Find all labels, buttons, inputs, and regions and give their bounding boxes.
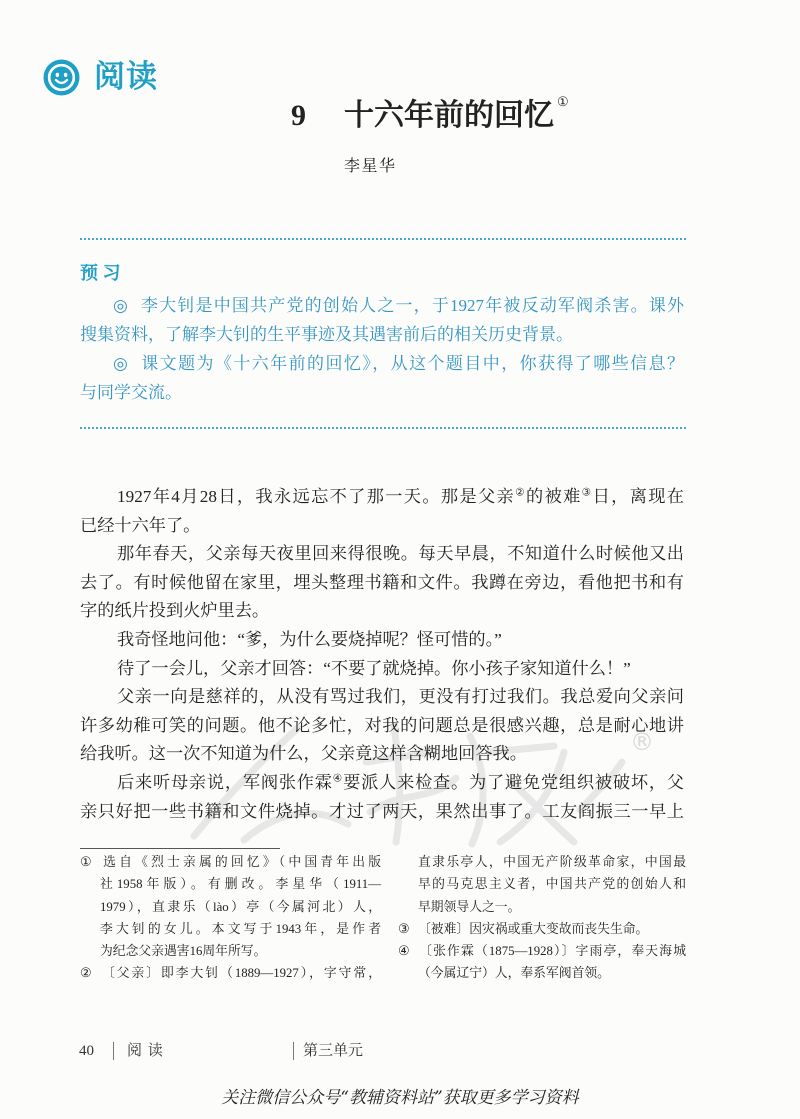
preview-section [80, 291, 684, 407]
text-line: 已经十六年了。 [80, 515, 201, 535]
paragraph [80, 683, 684, 769]
footer-section: 阅 读 [127, 1043, 164, 1059]
footnote-line: 早的马克思主义者，中国共产党的创始人和 [418, 877, 686, 892]
preview-line: 与同学交流。 [80, 383, 182, 402]
footnote-marker: ④ [398, 944, 410, 959]
footer-divider [113, 1042, 114, 1060]
preview-text: 李大钊是中国共产党的创始人之一，于1927年被反动军阀杀害。课外 [141, 296, 684, 315]
footnote-line [398, 918, 686, 940]
footnote-line: 社1958年版）。有删改。李星华（1911— [100, 877, 381, 892]
text-line: 字的纸片投到火炉里去。 [80, 601, 270, 621]
footnote-line [80, 851, 381, 873]
text-segment: 后来听母亲说，军阀张作霖 [117, 772, 333, 792]
text-line: 去了。有时候他留在家里，埋头整理书籍和文件。我蹲在旁边，看他把书和有 [80, 572, 684, 592]
article-body [80, 483, 684, 826]
footnote-line: 直隶乐亭人，中国无产阶级革命家，中国最 [418, 855, 686, 869]
author-name: 李星华 [344, 158, 397, 175]
promo-note: 关注微信公众号“教辅资料站”获取更多学习资料 [221, 1088, 579, 1108]
preview-line [80, 291, 684, 320]
footnote-rule [80, 848, 280, 849]
footnote-marker: ② [80, 966, 92, 981]
preview-heading: 预 习 [80, 263, 121, 283]
footnote-text: 〔张作霖（1875—1928）〕字雨亭，奉天海城 [418, 944, 686, 959]
footnote-ref: ③ [581, 487, 593, 499]
text-line [80, 769, 684, 798]
text-line [80, 483, 684, 512]
footnote-line [398, 940, 686, 962]
footnote-marker: ① [80, 855, 92, 869]
preview-text: 课文题为《十六年前的回忆》，从这个题目中，你获得了哪些信息？ [141, 354, 684, 373]
section-label: 阅读 [94, 59, 158, 95]
paragraph [80, 655, 684, 684]
text-line: 亲只好把一些书籍和文件烧掉。才过了两天，果然出事了。工友阎振三一早上 [80, 801, 684, 821]
footnote-line [80, 962, 381, 984]
footnote-line: 为纪念父亲遇害16周年所写。 [100, 944, 267, 959]
text-line: 那年春天，父亲每天夜里回来得很晚。每天早晨，不知道什么时候他又出 [117, 544, 684, 564]
text-segment: 要派人来检查。为了避免党组织被破坏，父 [343, 772, 684, 792]
footer-divider [293, 1042, 294, 1060]
footnote-line: （今属辽宁）人，奉系军阀首领。 [418, 966, 610, 981]
footnote-marker: ③ [398, 921, 410, 936]
text-segment: 1927年4月28日，我永远忘不了那一天。那是父亲 [117, 487, 516, 506]
section-divider [80, 238, 686, 240]
footnote-line: 李大钊的女儿。本文写于1943年，是作者 [100, 921, 381, 936]
footer-unit: 第三单元 [303, 1043, 364, 1059]
footnote-line: 1979），直隶乐（lào）亭（今属河北）人， [100, 899, 381, 914]
bullet-marker: ◎ [113, 296, 130, 315]
section-header [43, 57, 158, 97]
text-line: 给我听。这一次不知道为什么，父亲竟这样含糊地回答我。 [80, 744, 527, 764]
preview-line: 搜集资料，了解李大钊的生平事迹及其遇害前后的相关历史背景。 [80, 325, 573, 344]
footnote-line: 早期领导人之一。 [418, 899, 521, 914]
registered-mark: ® [630, 728, 654, 756]
footnote-text: 〔被难〕因灾祸或重大变故而丧失生命。 [418, 921, 649, 936]
paragraph [80, 769, 684, 826]
section-divider [80, 427, 686, 429]
text-line: 许多幼稚可笑的问题。他不论多忙，对我的问题总是很感兴趣，总是耐心地讲 [80, 715, 684, 735]
text-segment: 日，离现在 [592, 487, 684, 506]
preview-line [80, 349, 684, 378]
text-line: 待了一会儿，父亲才回答：“不要了就烧掉。你小孩子家知道什么！” [117, 658, 631, 678]
paragraph [80, 540, 684, 626]
footnote-text: 〔父亲〕即李大钊（1889—1927），字守常， [100, 966, 381, 981]
smiley-face-icon [43, 59, 80, 96]
lesson-title-text: 十六年前的回忆 [344, 99, 554, 132]
page-number: 40 [79, 1043, 94, 1059]
footnotes-right-column [398, 851, 686, 985]
text-line: 我奇怪地问他：“爹，为什么要烧掉呢？怪可惜的。” [117, 629, 502, 649]
lesson-number: 9 [291, 99, 306, 132]
smiley-face-icon-graphic [43, 59, 80, 96]
lesson-title [344, 94, 569, 134]
bullet-marker: ◎ [113, 354, 130, 373]
text-segment: 的被难 [526, 487, 582, 506]
text-line: 父亲一向是慈祥的，从没有骂过我们，更没有打过我们。我总爱向父亲问 [117, 687, 684, 707]
paragraph [80, 626, 684, 655]
paragraph [80, 483, 684, 540]
footnote-ref: ④ [332, 773, 344, 785]
footnotes-left-column [80, 851, 381, 985]
footnote-ref: ② [515, 487, 527, 499]
title-footnote-ref: ① [557, 94, 569, 109]
footnote-text: 选自《烈士亲属的回忆》（中国青年出版 [100, 855, 381, 869]
